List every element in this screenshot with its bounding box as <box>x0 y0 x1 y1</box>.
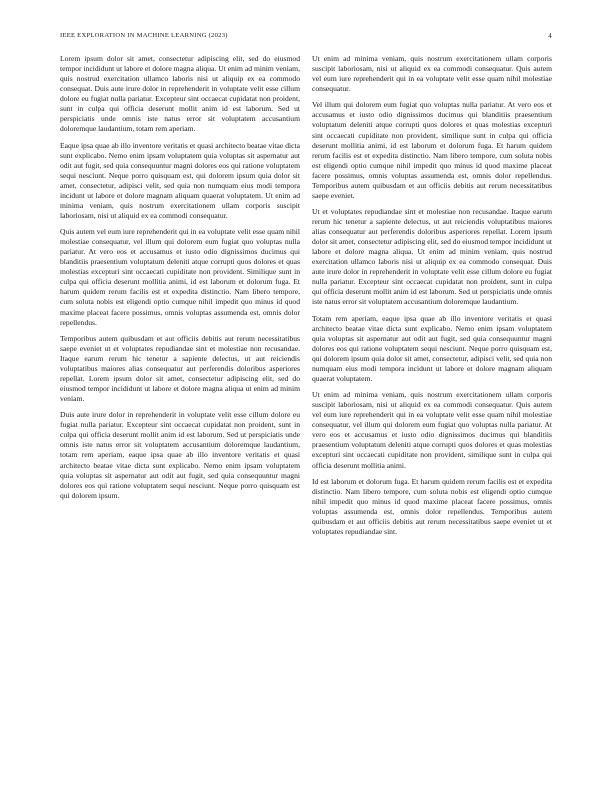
page-number: 4 <box>548 32 552 40</box>
body-paragraph: Vel illum qui dolorem eum fugiat quo voluptas nulla pariatur. At vero eos et accusamus et iusto odio dignissimos ducimus qui blanditiis praesentium voluptatum deleniti atque corrupti quos dolores et quas molestias excepturi sint occaecati cupiditate non provident, similique sunt in culpa qui officia deserunt mollitia animi, id est laborum et dolorum fuga. Et harum quidem rerum facilis est et expedita distinctio. Nam libero tempore, cum soluta nobis est eligendi optio cumque nihil impedit quo minus id quod maxime placeat facere possimus, omnis voluptas assumenda est, omnis dolor repellendus. Temporibus autem quibusdam et aut officiis debitis aut rerum necessitatibus saepe eveniet. <box>312 100 552 200</box>
body-paragraph: Quis autem vel eum iure reprehenderit qui in ea voluptate velit esse quam nihil molestiae consequatur, vel illum qui dolorem eum fugiat quo voluptas nulla pariatur. At vero eos et accusamus et iusto odio dignissimos ducimus qui blanditiis praesentium voluptatum deleniti atque corrupti quos dolores et quas molestias excepturi sint occaecati cupiditate non provident. Similique sunt in culpa qui officia deserunt mollitia animi, id est laborum et dolorum fuga. Et harum quidem rerum facilis est et expedita distinctio. Nam libero tempore, cum soluta nobis est eligendi optio cumque nihil impedit quo minus id quod maxime placeat facere possimus, omnis voluptas assumenda est, omnis dolor repellendus. <box>60 227 300 327</box>
body-paragraph: Ut enim ad minima veniam, quis nostrum exercitationem ullam corporis suscipit laboriosam, nisi ut aliquid ex ea commodi consequatur. Quis autem vel eum iure reprehenderit qui in ea voluptate velit esse quam nihil molestiae consequatur, vel illum qui dolorem eum fugiat quo voluptas nulla pariatur. At vero eos et accusamus et iusto odio dignissimos ducimus qui blanditiis praesentium voluptatum deleniti atque corrupti quos dolores et quas molestias excepturi sint occaecati cupiditate non provident, similique sunt in culpa qui officia deserunt mollitia animi. <box>312 390 552 470</box>
body-paragraph: Duis aute irure dolor in reprehenderit in voluptate velit esse cillum dolore eu fugiat nulla pariatur. Excepteur sint occaecat cupidatat non proident, sunt in culpa qui officia deserunt mollit anim id est laborum. Sed ut perspiciatis unde omnis iste natus error sit voluptatem accusantium doloremque laudantium, totam rem aperiam, eaque ipsa quae ab illo inventore veritatis et quasi architecto beatae vitae dicta sunt explicabo. Nemo enim ipsam voluptatem quia voluptas sit aspernatur aut odit aut fugit, sed quia consequuntur magni dolores eos qui ratione voluptatem sequi nesciunt. Neque porro quisquam est qui dolorem ipsum. <box>60 410 300 500</box>
body-paragraph: Temporibus autem quibusdam et aut officiis debitis aut rerum necessitatibus saepe eveniet ut et voluptates repudiandae sint et molestiae non recusandae. Itaque earum rerum hic tenetur a sapiente delectus, ut aut reiciendis voluptatibus maiores alias consequatur aut perferendis doloribus asperiores repellat. Lorem ipsum dolor sit amet, consectetur adipiscing elit, sed do eiusmod tempor incididunt ut labore et dolore magna aliqua ut enim ad minim veniam. <box>60 333 300 404</box>
body-paragraph: Id est laborum et dolorum fuga. Et harum quidem rerum facilis est et expedita distinctio. Nam libero tempore, cum soluta nobis est eligendi optio cumque nihil impedit quo minus id quod maxime placeat facere possimus, omnis voluptas assumenda est, omnis dolor repellendus. Temporibus autem quibusdam et aut officiis debitis aut rerum necessitatibus saepe eveniet ut et voluptates repudiandae sint. <box>312 476 552 536</box>
left-column <box>60 54 300 769</box>
body-paragraph: Ut et voluptates repudiandae sint et molestiae non recusandae. Itaque earum rerum hic tenetur a sapiente delectus, ut aut reiciendis voluptatibus maiores alias consequatur aut perferendis doloribus asperiores repellat. Lorem ipsum dolor sit amet, consectetur adipiscing elit, sed do eiusmod tempor incididunt ut labore et dolore magna aliqua. Ut enim ad minim veniam, quis nostrud exercitation ullamco laboris nisi ut aliquip ex ea commodo consequat. Duis aute irure dolor in reprehenderit in voluptate velit esse cillum dolore eu fugiat nulla pariatur. Excepteur sint occaecat cupidatat non proident, sunt in culpa qui officia deserunt mollit anim id est laborum. Sed ut perspiciatis unde omnis iste natus error sit voluptatem accusantium doloremque laudantium. <box>312 207 552 307</box>
body-paragraph: Totam rem aperiam, eaque ipsa quae ab illo inventore veritatis et quasi architecto beatae vitae dicta sunt explicabo. Nemo enim ipsam voluptatem quia voluptas sit aspernatur aut odit aut fugit, sed quia consequuntur magni dolores eos qui ratione voluptatem sequi nesciunt. Neque porro quisquam est, qui dolorem ipsum quia dolor sit amet, consectetur, adipisci velit, sed quia non numquam eius modi tempora incidunt ut labore et dolore magnam aliquam quaerat voluptatem. <box>312 313 552 383</box>
body-paragraph: Eaque ipsa quae ab illo inventore veritatis et quasi architecto beatae vitae dicta sunt explicabo. Nemo enim ipsam voluptatem quia voluptas sit aspernatur aut odit aut fugit, sed quia consequuntur magni dolores eos qui ratione voluptatem sequi nesciunt. Neque porro quisquam est, qui dolorem ipsum quia dolor sit amet, consectetur, adipisci velit, sed quia non numquam eius modi tempora incidunt ut labore et dolore magnam aliquam quaerat voluptatem. Ut enim ad minima veniam, quis nostrum exercitationem ullam corporis suscipit laboriosam, nisi ut aliquid ex ea commodi consequatur. <box>60 140 300 220</box>
body-paragraph: Ut enim ad minima veniam, quis nostrum exercitationem ullam corporis suscipit laboriosam, nisi ut aliquid ex ea commodi consequatur. Quis autem vel eum iure reprehenderit qui in ea voluptate velit esse quam nihil molestiae consequatur. <box>312 54 552 94</box>
running-header <box>60 30 552 42</box>
journal-title: IEEE EXPLORATION IN MACHINE LEARNING (2023) <box>60 32 228 39</box>
right-column <box>312 54 552 769</box>
body-paragraph: Lorem ipsum dolor sit amet, consectetur adipiscing elit, sed do eiusmod tempor incididunt ut labore et dolore magna aliqua. Ut enim ad minim veniam, quis nostrud exercitation ullamco laboris nisi ut aliquip ex ea commodo consequat. Duis aute irure dolor in reprehenderit in voluptate velit esse cillum dolore eu fugiat nulla pariatur. Excepteur sint occaecat cupidatat non proident, sunt in culpa qui officia deserunt mollit anim id est laborum. Sed ut perspiciatis unde omnis iste natus error sit voluptatem accusantium doloremque laudantium, totam rem aperiam. <box>60 54 300 134</box>
